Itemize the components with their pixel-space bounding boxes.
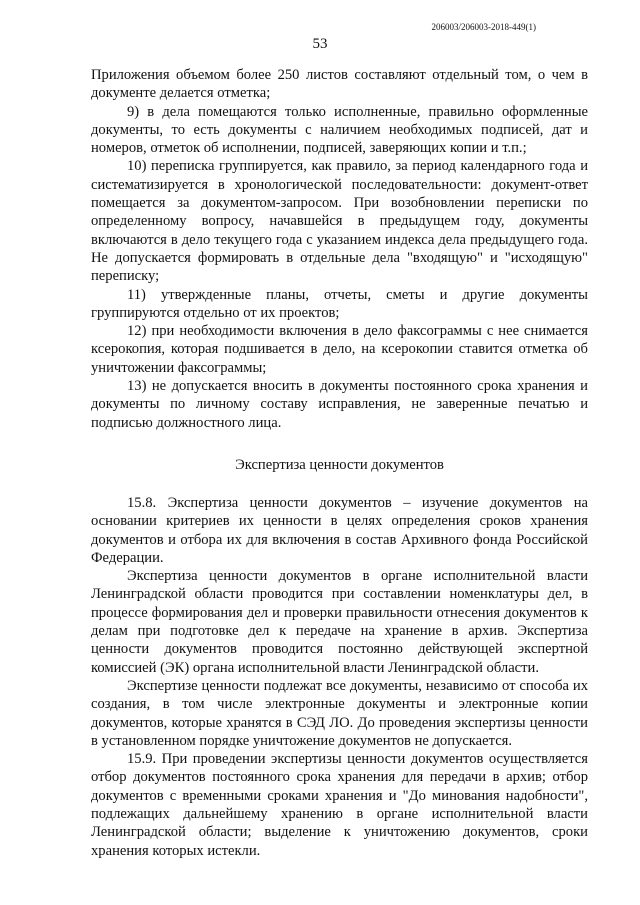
document-body: [91, 66, 588, 860]
paragraph-item-10: 10) переписка группируется, как правило, за период календарного года и систематизируется в хронологической последовательности: документ-ответ помещается за документом-запросом. При возобновлении переписки по определенному вопросу, начавшейся в предыдущем году, документы включаются в дело текущего года с указанием индекса дела предыдущего года. Не допускается формировать в отдельные дела "входящую" и "исходящую" переписку;: [91, 158, 588, 285]
section-heading: Экспертиза ценности документов: [235, 456, 444, 473]
document-id: 206003/206003-2018-449(1): [431, 22, 536, 32]
paragraph-15-9: 15.9. При проведении экспертизы ценности документов осуществляется отбор документов постоянного срока хранения для передачи в архив; отбор документов с временными сроками хранения и "До минования надобности", подлежащих дальнейшему хранению в органе исполнительной власти Ленинградской области; выделение к уничтожению документов, сроки хранения которых истекли.: [91, 751, 588, 859]
paragraph-expertise-scope: Экспертизе ценности подлежат все документы, независимо от способа их создания, в том числе электронные документы и электронные копии документов, которые хранятся в СЭД ЛО. До проведения экспертизы ценности в установленном порядке уничтожение документов не допускается.: [91, 677, 588, 749]
paragraph-item-12: 12) при необходимости включения в дело факсограммы с нее снимается ксерокопия, которая подшивается в дело, на ксерокопии ставится отметка об уничтожении факсограммы;: [91, 323, 588, 376]
paragraph-expertise-conduct: Экспертиза ценности документов в органе исполнительной власти Ленинградской области проводится при составлении номенклатуры дел, в процессе формирования дел и проверки правильности отнесения документов к делам при подготовке дел к передаче на хранение в архив. Экспертиза ценности документов проводится постоянно действующей экспертной комиссией (ЭК) органа исполнительной власти Ленинградской области.: [91, 568, 588, 676]
paragraph-15-8: 15.8. Экспертиза ценности документов – изучение документов на основании критериев их ценности в целях определения сроков хранения документов и отбора их для включения в состав Архивного фонда Российской Федерации.: [91, 494, 588, 566]
paragraph-item-13: 13) не допускается вносить в документы постоянного срока хранения и документы по личному составу исправления, не заверенные печатью и подписью должностного лица.: [91, 378, 588, 431]
paragraph-item-11: 11) утвержденные планы, отчеты, сметы и другие документы группируются отдельно от их проектов;: [91, 286, 588, 321]
page-number: 53: [312, 36, 328, 52]
paragraph-appendix-volume: Приложения объемом более 250 листов составляют отдельный том, о чем в документе делается отметка;: [91, 67, 588, 102]
paragraph-item-9: 9) в дела помещаются только исполненные, правильно оформленные документы, то есть документы с наличием необходимых подписей, дат и номеров, отметок об исполнении, подписей, заверяющих копии и т.п.;: [91, 103, 588, 157]
